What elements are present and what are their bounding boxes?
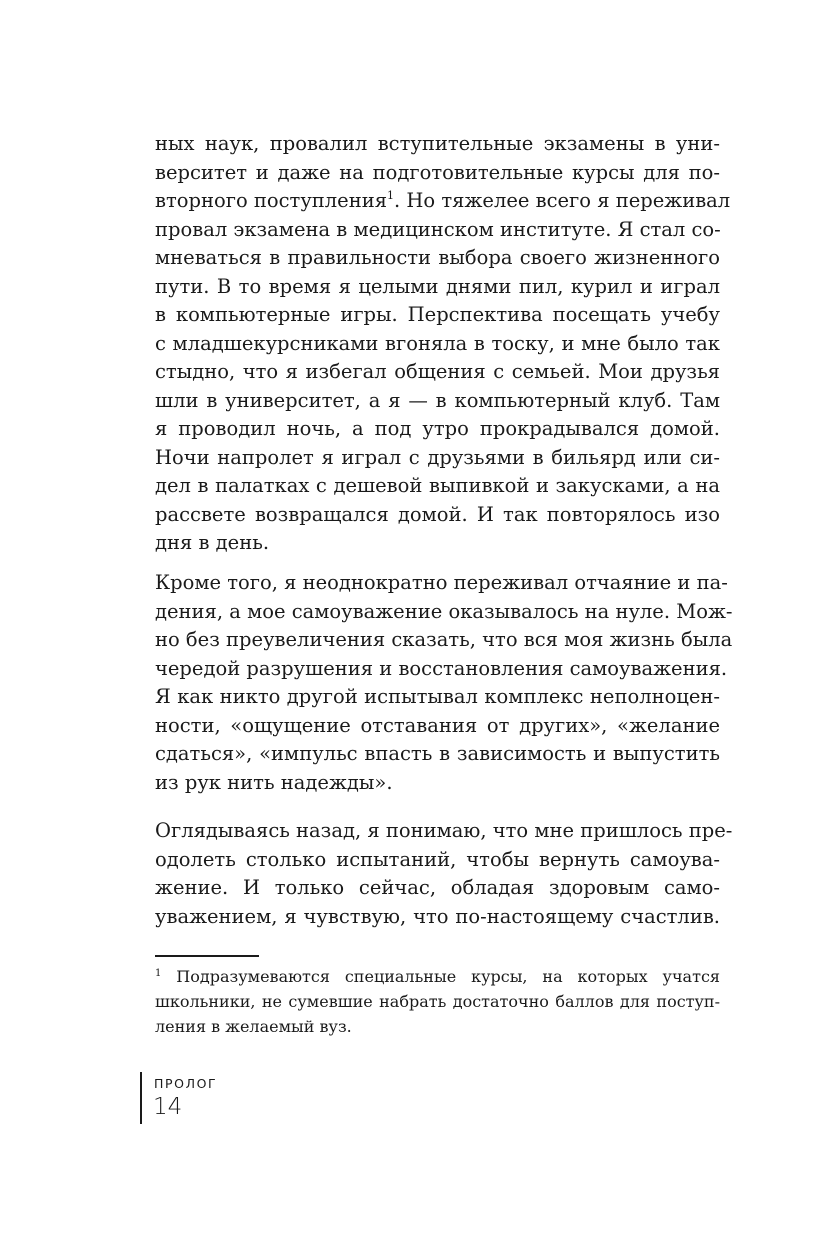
text-line: пути. В то время я целыми днями пил, курил и играл <box>155 274 720 298</box>
text-fragment: вторного поступления <box>155 189 388 212</box>
page-number: 14 <box>153 1094 183 1120</box>
text-line: Оглядываясь назад, я понимаю, что мне пришлось пре- <box>155 819 733 842</box>
text-line: провал экзамена в медицинском институте. Я стал со- <box>155 217 721 241</box>
text-line: шли в университет, а я — в компьютерный клуб. Там <box>155 388 720 412</box>
text-line: Кроме того, я неоднократно переживал отчаяние и па- <box>155 571 728 594</box>
text-line: верситет и даже на подготовительные курсы для по- <box>155 160 720 184</box>
text-fragment: . Но тяжелее всего я переживал <box>394 189 731 212</box>
folio-bar <box>140 1072 142 1124</box>
paragraph-2 <box>155 569 733 797</box>
paragraph-3 <box>155 817 733 931</box>
text-line: дня в день. <box>155 531 270 554</box>
footnote-separator <box>155 955 259 957</box>
text-line: стыдно, что я избегал общения с семьей. Мои друзья <box>155 360 720 383</box>
text-line: уважением, я чувствую, что по-настоящему счастлив. <box>155 904 720 928</box>
text-line: с младшекурсниками вгоняла в тоску, и мне было так <box>155 331 720 355</box>
text-line-with-footnote-ref <box>155 187 731 216</box>
paragraph-1 <box>155 130 731 558</box>
text-line: одолеть столько испытаний, чтобы вернуть самоува- <box>155 847 720 871</box>
footnote-line: ления в желаемый вуз. <box>155 1017 352 1036</box>
text-line: из рук нить надежды». <box>155 770 393 794</box>
text-line: но без преувеличения сказать, что вся моя жизнь была <box>155 628 733 651</box>
text-line: сдаться», «импульс впасть в зависимость и выпустить <box>155 742 720 765</box>
footnote-text: Подразумеваются специальные курсы, на которых учатся <box>161 967 720 986</box>
text-line: мневаться в правильности выбора своего жизненного <box>155 246 720 269</box>
text-line: дения, а мое самоуважение оказывалось на нуле. Мож- <box>155 599 733 623</box>
text-line: рассвете возвращался домой. И так повторялось изо <box>155 502 720 526</box>
footnote-line: школьники, не сумевшие набрать достаточно баллов для поступ- <box>155 992 720 1011</box>
text-line: чередой разрушения и восстановления самоуважения. <box>155 656 728 680</box>
text-line: ности, «ощущение отставания от других», «желание <box>155 713 720 737</box>
text-line: Я как никто другой испытывал комплекс неполноцен- <box>155 685 720 708</box>
text-line: в компьютерные игры. Перспектива посещать учебу <box>155 303 720 326</box>
footnote-reference[interactable]: 1 <box>387 189 395 202</box>
footnote <box>155 964 720 1039</box>
text-line: жение. И только сейчас, обладая здоровым само- <box>155 876 720 899</box>
text-line: дел в палатках с дешевой выпивкой и закусками, а на <box>155 474 720 497</box>
footnote-line <box>155 964 720 989</box>
running-section-title: ПРОЛОГ <box>154 1076 218 1091</box>
footnote-number: 1 <box>155 968 162 979</box>
text-line: я проводил ночь, а под утро прокрадывался домой. <box>155 417 720 440</box>
text-line: ных наук, провалил вступительные экзамены в уни- <box>155 132 720 155</box>
text-line: Ночи напролет я играл с друзьями в бильярд или си- <box>155 445 720 469</box>
